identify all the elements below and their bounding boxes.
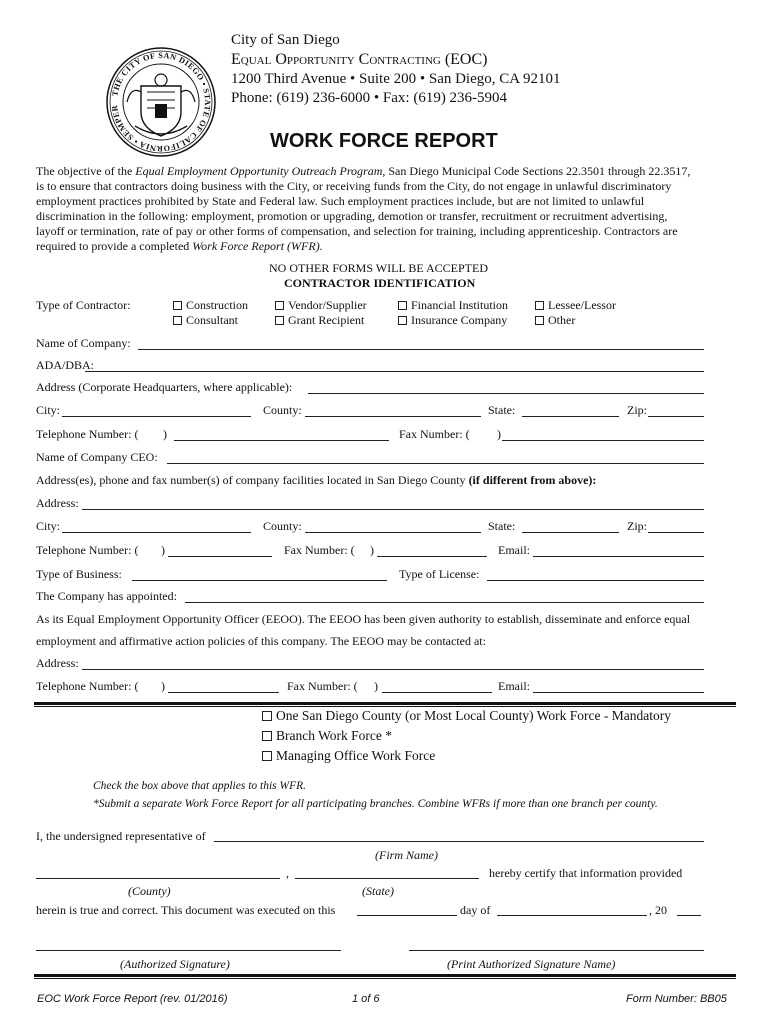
address-field[interactable] (82, 509, 704, 510)
state-field-2[interactable] (522, 532, 619, 533)
eeo-fax-close: ) (374, 679, 378, 693)
appointed-field[interactable] (185, 602, 704, 603)
checkbox-label: Lessee/Lessor (548, 298, 616, 312)
firm-name-caption: (Firm Name) (375, 848, 438, 862)
workforce-note-2: *Submit a separate Work Force Report for all participating branches. Combine WFRs if more than one branch per county. (93, 798, 658, 810)
city-field-2[interactable] (62, 532, 251, 533)
cert-comma: , (286, 866, 289, 880)
day-of-label: day of (460, 903, 491, 917)
fax-close-2: ) (370, 543, 374, 557)
zip-label-2: Zip: (627, 519, 647, 533)
zip-label: Zip: (627, 403, 647, 417)
eeo-fax-label: Fax Number: ( (287, 679, 358, 693)
facilities-note: (if different from above): (468, 473, 597, 487)
business-type-field[interactable] (132, 580, 387, 581)
city-label: City: (36, 403, 61, 417)
eeo-text-1: As its Equal Employment Opportunity Officer (EEOO). The EEOO has been given authority to establish, disseminate and enforce equal (36, 612, 691, 626)
city-label-2: City: (36, 519, 61, 533)
checkbox-financial[interactable] (398, 298, 508, 313)
checkbox-label: Consultant (186, 313, 239, 327)
checkbox-box[interactable] (535, 316, 544, 325)
state-label-2: State: (488, 519, 516, 533)
eeo-address-label: Address: (36, 656, 79, 670)
checkbox-grant[interactable] (275, 313, 364, 328)
header-phone: Phone: (619) 236-6000 • Fax: (619) 236-5904 (231, 90, 508, 106)
county-field-2[interactable] (305, 532, 481, 533)
fax-label: Fax Number: ( (399, 427, 470, 441)
tel-field[interactable] (174, 440, 389, 441)
ceo-label: Name of Company CEO: (36, 450, 158, 464)
county-field[interactable] (305, 416, 481, 417)
fax-label-2: Fax Number: ( (284, 543, 355, 557)
company-name-label: Name of Company: (36, 336, 131, 350)
eeo-tel-label: Telephone Number: ( (36, 679, 139, 693)
firm-name-field[interactable] (214, 841, 704, 842)
checkbox-other[interactable] (535, 313, 575, 328)
checkbox-box[interactable] (262, 731, 272, 741)
business-type-label: Type of Business: (36, 567, 122, 581)
county-label: County: (263, 403, 302, 417)
herein-text: herein is true and correct. This document was executed on this (36, 903, 336, 917)
undersigned-label: I, the undersigned representative of (36, 829, 206, 843)
facilities-text: Address(es), phone and fax number(s) of company facilities located in San Diego County (36, 473, 469, 487)
checkbox-box[interactable] (398, 301, 407, 310)
checkbox-box[interactable] (535, 301, 544, 310)
form-number: Form Number: BB05 (626, 993, 727, 1005)
no-other-forms: NO OTHER FORMS WILL BE ACCEPTED (269, 261, 489, 275)
address-label: Address: (36, 496, 79, 510)
year-label: , 20 (649, 903, 667, 917)
checkbox-label: Managing Office Work Force (276, 748, 436, 763)
tel-field-2[interactable] (168, 556, 272, 557)
intro-line-1 (36, 164, 690, 179)
state-cert-field[interactable] (295, 878, 479, 879)
email-field[interactable] (533, 556, 704, 557)
city-field[interactable] (62, 416, 251, 417)
tel-close-2: ) (161, 543, 165, 557)
checkbox-box[interactable] (398, 316, 407, 325)
intro-text-b: , San Diego Municipal Code Sections 22.3501 through 22.3517, (382, 164, 691, 178)
checkbox-box[interactable] (275, 301, 284, 310)
section-divider (34, 702, 736, 707)
eeo-email-field[interactable] (533, 692, 704, 693)
checkbox-label: Financial Institution (411, 298, 508, 312)
checkbox-box[interactable] (173, 301, 182, 310)
license-type-field[interactable] (487, 580, 704, 581)
checkbox-branch-workforce[interactable] (262, 728, 392, 744)
eeo-tel-field[interactable] (168, 692, 279, 693)
program-name: Equal Employment Opportunity Outreach Program (135, 164, 383, 178)
tel-label-2: Telephone Number: ( (36, 543, 139, 557)
county-caption: (County) (128, 884, 171, 898)
fax-field[interactable] (502, 440, 704, 441)
checkbox-consultant[interactable] (173, 313, 238, 328)
checkbox-box[interactable] (262, 751, 272, 761)
county-label-2: County: (263, 519, 302, 533)
page-number: 1 of 6 (352, 993, 380, 1005)
checkbox-construction[interactable] (173, 298, 248, 313)
hereby-certify: hereby certify that information provided (489, 866, 683, 880)
checkbox-label: Other (548, 313, 576, 327)
checkbox-managing-workforce[interactable] (262, 748, 435, 764)
intro-line-6 (36, 239, 323, 254)
intro-required: required to provide a completed (36, 239, 193, 253)
checkbox-box[interactable] (262, 711, 272, 721)
authorized-signature-caption: (Authorized Signature) (120, 957, 230, 971)
appointed-label: The Company has appointed: (36, 589, 177, 603)
footer-divider (34, 974, 736, 979)
seal-graphic (105, 46, 217, 158)
state-caption: (State) (362, 884, 394, 898)
license-type-label: Type of License: (399, 567, 480, 581)
print-signature-field[interactable] (409, 950, 704, 951)
eeo-fax-field[interactable] (382, 692, 492, 693)
email-label: Email: (498, 543, 530, 557)
checkbox-label: Branch Work Force * (276, 728, 393, 743)
workforce-note-1: Check the box above that applies to this WFR. (93, 780, 307, 792)
checkbox-label: Vendor/Supplier (288, 298, 367, 312)
authorized-signature-field[interactable] (36, 950, 341, 951)
state-field[interactable] (522, 416, 619, 417)
company-name-field[interactable] (138, 349, 704, 350)
checkbox-box[interactable] (275, 316, 284, 325)
tel-close: ) (163, 427, 167, 441)
section-heading-contractor: CONTRACTOR IDENTIFICATION (284, 276, 476, 290)
intro-line-3: employment practices prohibited by State and Federal law. Such employment practices include, but are not limited to unlawful (36, 194, 645, 208)
checkbox-lessee[interactable] (535, 298, 616, 313)
fax-close: ) (497, 427, 501, 441)
header-city: City of San Diego (231, 32, 340, 48)
checkbox-insurance[interactable] (398, 313, 507, 328)
zip-field[interactable] (648, 416, 704, 417)
seal-text: THE CITY OF SAN DIEGO • STATE OF CALIFORNIA • SEMPER (110, 50, 213, 154)
ada-dba-label: ADA/DBA: (36, 358, 95, 372)
checkbox-box[interactable] (173, 316, 182, 325)
executed-month-field[interactable] (497, 915, 647, 916)
executed-year-field[interactable] (677, 915, 701, 916)
checkbox-label: Construction (186, 298, 248, 312)
ada-dba-field[interactable] (85, 371, 704, 372)
checkbox-label: Insurance Company (411, 313, 508, 327)
footer-left: EOC Work Force Report (rev. 01/2016) (37, 993, 228, 1005)
header-dept: Equal Opportunity Contracting (EOC) (231, 51, 488, 68)
ceo-field[interactable] (167, 463, 704, 464)
eeo-email-label: Email: (498, 679, 530, 693)
checkbox-county-workforce[interactable] (262, 708, 671, 724)
intro-text: The objective of the (36, 164, 136, 178)
eeo-text-2: employment and affirmative action policies of this company. The EEOO may be contacted at: (36, 634, 486, 648)
county-cert-field[interactable] (36, 878, 280, 879)
facilities-label (36, 473, 596, 488)
header-address: 1200 Third Avenue • Suite 200 • San Diego, CA 92101 (231, 71, 561, 87)
page-title: WORK FORCE REPORT (270, 130, 498, 152)
eeo-tel-close: ) (161, 679, 165, 693)
intro-line-4: discrimination in the following: employment, promotion or upgrading, demotion or transfer, recruitment or recruitment advertising, (36, 209, 668, 223)
hq-address-field[interactable] (308, 393, 704, 394)
hq-address-label: Address (Corporate Headquarters, where applicable): (36, 380, 293, 394)
tel-label: Telephone Number: ( (36, 427, 139, 441)
intro-line-2: is to ensure that contractors doing business with the City, or receiving funds from the City, do not engage in unlawful discriminatory (36, 179, 672, 193)
checkbox-label: One San Diego County (or Most Local County) Work Force - Mandatory (276, 708, 671, 723)
city-seal (105, 46, 217, 158)
intro-line-5: layoff or termination, rate of pay or other forms of compensation, and selection for training, including apprenticeship. Contractors are (36, 224, 678, 238)
state-label: State: (488, 403, 516, 417)
contractor-type-label: Type of Contractor: (36, 298, 131, 312)
eeo-address-field[interactable] (82, 669, 704, 670)
wfr-name: Work Force Report (WFR). (192, 239, 323, 253)
print-signature-caption: (Print Authorized Signature Name) (447, 957, 616, 971)
checkbox-vendor[interactable] (275, 298, 367, 313)
fax-field-2[interactable] (377, 556, 487, 557)
checkbox-label: Grant Recipient (288, 313, 365, 327)
zip-field-2[interactable] (648, 532, 704, 533)
executed-day-field[interactable] (357, 915, 457, 916)
